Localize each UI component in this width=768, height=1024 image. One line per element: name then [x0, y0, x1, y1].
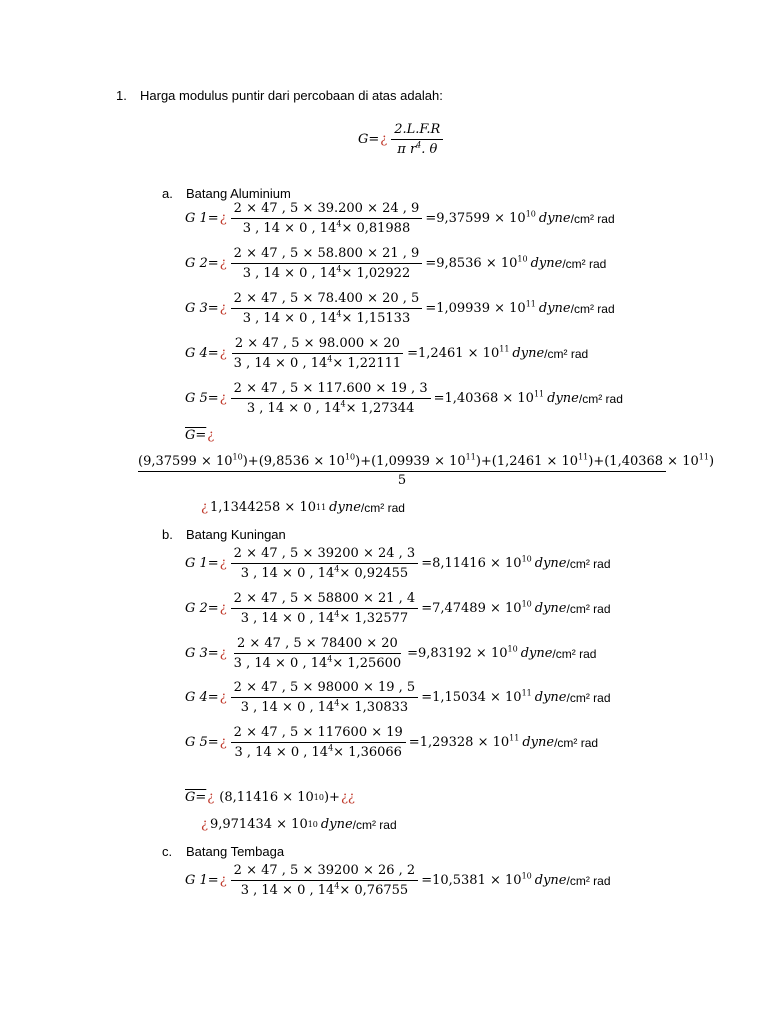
equation-denominator: 3 , 14 × 0 , $14^4\times 1,22111$ — [233, 354, 402, 371]
unit-dyne: dyne — [534, 873, 567, 888]
equation-lhs: G 1= — [185, 873, 219, 888]
equation-denominator: 3 , 14 × 0 , $14^4\times 1,27344$ — [246, 399, 415, 416]
equation-result: $=9,83192 \times 10^{10}$ — [407, 644, 518, 661]
equation-lhs: G 2= — [185, 601, 219, 616]
equation-numerator: 2 × 47 , 5 × 117.600 × 19 , 3 — [231, 381, 431, 399]
equation-inv: ¿ — [219, 301, 227, 316]
alu-mean-lhs: G= — [185, 428, 207, 443]
equation-row — [185, 636, 596, 671]
unit-dyne: dyne — [538, 301, 571, 316]
equation-row — [185, 336, 588, 371]
formula-inv: ¿ — [380, 132, 388, 147]
equation-row — [185, 863, 611, 898]
equation-numerator: 2 × 47 , 5 × 98.000 × 20 — [232, 336, 403, 354]
equation-lhs: G 3= — [185, 646, 219, 661]
section-letter-b: b. — [162, 527, 173, 542]
item-number: 1. — [116, 88, 127, 103]
equation-denominator: 3 , 14 × 0 , $14^4\times 1,25600$ — [233, 654, 402, 671]
equation-inv: ¿ — [219, 256, 227, 271]
unit-rest: /cm² rad — [562, 256, 607, 271]
equation-inv: ¿ — [219, 690, 227, 705]
equation-lhs: G 2= — [185, 256, 219, 271]
unit-rest: /cm² rad — [566, 873, 611, 888]
section-title-c: Batang Tembaga — [186, 844, 285, 859]
equation-numerator: 2 × 47 , 5 × 39.200 × 24 , 9 — [231, 201, 423, 219]
equation-denominator: 3 , 14 × 0 , $14^4\times 1,02922$ — [242, 264, 411, 281]
equation-fraction — [231, 336, 404, 371]
equation-fraction — [231, 291, 423, 326]
equation-inv: ¿ — [219, 556, 227, 571]
unit-rest: /cm² rad — [566, 556, 611, 571]
alu-mean-result: ¿ 1,1344258 × 10 11 dyne /cm² rad — [201, 500, 405, 515]
equation-fraction — [231, 725, 406, 760]
equation-result: $=9,8536 \times 10^{10}$ — [425, 254, 528, 271]
equation-inv: ¿ — [219, 346, 227, 361]
equation-lhs: G 5= — [185, 735, 219, 750]
equation-lhs: G 1= — [185, 556, 219, 571]
unit-rest: /cm² rad — [570, 301, 615, 316]
equation-row — [185, 680, 611, 715]
equation-fraction — [231, 863, 419, 898]
equation-row — [185, 591, 611, 626]
equation-denominator: 3 , 14 × 0 , $14^4\times 0,92455$ — [240, 564, 409, 581]
equation-row — [185, 291, 615, 326]
equation-inv: ¿ — [219, 211, 227, 226]
equation-numerator: 2 × 47 , 5 × 98000 × 19 , 5 — [231, 680, 419, 698]
equation-row — [185, 546, 611, 581]
unit-rest: /cm² rad — [570, 211, 615, 226]
equation-denominator: 3 , 14 × 0 , $14^4\times 0,76755$ — [240, 881, 409, 898]
equation-fraction — [231, 201, 423, 236]
unit-dyne: dyne — [547, 391, 579, 406]
formula-numerator: 2.L.F.R — [391, 122, 443, 140]
unit-rest: /cm² rad — [566, 601, 611, 616]
equation-result: $=1,15034 \times 10^{11}$ — [421, 688, 532, 705]
unit-dyne: dyne — [522, 735, 555, 750]
item-text: Harga modulus puntir dari percobaan di atas adalah: — [140, 88, 443, 103]
equation-result: $=1,2461 \times 10^{11}$ — [407, 344, 510, 361]
section-letter-a: a. — [162, 186, 173, 201]
equation-row — [185, 246, 606, 281]
alu-mean-lhs-line — [185, 428, 216, 443]
section-title-b: Batang Kuningan — [186, 527, 286, 542]
equation-inv: ¿ — [219, 646, 227, 661]
equation-lhs: G 5= — [185, 391, 219, 406]
alu-mean-denominator: 5 — [397, 473, 407, 488]
equation-lhs: G 4= — [185, 346, 219, 361]
kun-mean-result: ¿ 9,971434 × 10 10 dyne /cm² rad — [201, 817, 397, 832]
unit-rest: /cm² rad — [554, 735, 599, 750]
formula-denominator: π $r^4$. θ — [397, 140, 438, 157]
formula-fraction — [391, 122, 443, 157]
equation-row — [185, 725, 598, 760]
equation-inv: ¿ — [219, 873, 227, 888]
equation-numerator: 2 × 47 , 5 × 78.400 × 20 , 5 — [231, 291, 423, 309]
unit-rest: /cm² rad — [552, 646, 597, 661]
unit-dyne: dyne — [512, 346, 545, 361]
section-letter-c: c. — [162, 844, 173, 859]
equation-denominator: 3 , 14 × 0 , $14^4\times 1,15133$ — [242, 309, 411, 326]
unit-dyne: dyne — [520, 646, 553, 661]
equation-denominator: 3 , 14 × 0 , $14^4\times 1,30833$ — [240, 698, 409, 715]
equation-row — [185, 381, 623, 416]
equation-row — [185, 201, 615, 236]
equation-denominator: 3 , 14 × 0 , $14^4\times 1,36066$ — [234, 743, 402, 760]
unit-rest: /cm² rad — [566, 690, 611, 705]
equation-numerator: 2 × 47 , 5 × 39200 × 24 , 3 — [231, 546, 419, 564]
section-title-a: Batang Aluminium — [186, 186, 291, 201]
equation-result: $=1,40368 \times 10^{11}$ — [433, 389, 545, 406]
kun-mean-line: G= ¿ (8,11416 × 10 10 )+ ¿¿ — [185, 790, 355, 805]
unit-dyne: dyne — [538, 211, 571, 226]
equation-fraction — [231, 591, 419, 626]
equation-lhs: G 1= — [185, 211, 219, 226]
equation-denominator: 3 , 14 × 0 , $14^4\times 0,81988$ — [242, 219, 411, 236]
equation-denominator: 3 , 14 × 0 , $14^4\times 1,32577$ — [240, 609, 409, 626]
equation-fraction — [231, 381, 431, 416]
equation-inv: ¿ — [219, 391, 227, 406]
unit-rest: /cm² rad — [578, 391, 623, 406]
equation-numerator: 2 × 47 , 5 × 58.800 × 21 , 9 — [231, 246, 423, 264]
equation-result: $=9,37599 \times 10^{10}$ — [425, 209, 536, 226]
equation-result: $=1,29328 \times 10^{11}$ — [408, 733, 520, 750]
equation-lhs: G 3= — [185, 301, 219, 316]
unit-dyne: dyne — [530, 256, 563, 271]
equation-result: $=8,11416 \times 10^{10}$ — [421, 554, 532, 571]
equation-inv: ¿ — [219, 601, 227, 616]
equation-numerator: 2 × 47 , 5 × 117600 × 19 — [231, 725, 406, 743]
general-formula — [358, 122, 445, 157]
equation-lhs: G 4= — [185, 690, 219, 705]
alu-mean-numerator: $(9,37599 \times 10^{10})+(9,8536 \times 10^{10})+(1,09939 \times 10^{11})+(1,2461 \times 10^{11})+(1,40368 \times 10^{11})$ — [138, 454, 666, 472]
alu-mean-inv: ¿ — [207, 428, 215, 443]
equation-result: $=1,09939 \times 10^{11}$ — [425, 299, 536, 316]
formula-lhs: G= — [358, 132, 380, 147]
unit-dyne: dyne — [534, 690, 567, 705]
equation-inv: ¿ — [219, 735, 227, 750]
unit-dyne: dyne — [534, 556, 567, 571]
equation-result: $=10,5381 \times 10^{10}$ — [421, 871, 532, 888]
equation-fraction — [231, 546, 419, 581]
equation-fraction — [231, 636, 404, 671]
unit-rest: /cm² rad — [544, 346, 589, 361]
equation-fraction — [231, 246, 423, 281]
equation-numerator: 2 × 47 , 5 × 58800 × 21 , 4 — [231, 591, 419, 609]
equation-numerator: 2 × 47 , 5 × 78400 × 20 — [234, 636, 401, 654]
equation-fraction — [231, 680, 419, 715]
equation-numerator: 2 × 47 , 5 × 39200 × 26 , 2 — [231, 863, 419, 881]
unit-dyne: dyne — [534, 601, 567, 616]
alu-mean-fraction — [138, 452, 715, 488]
equation-result: $=7,47489 \times 10^{10}$ — [421, 599, 532, 616]
